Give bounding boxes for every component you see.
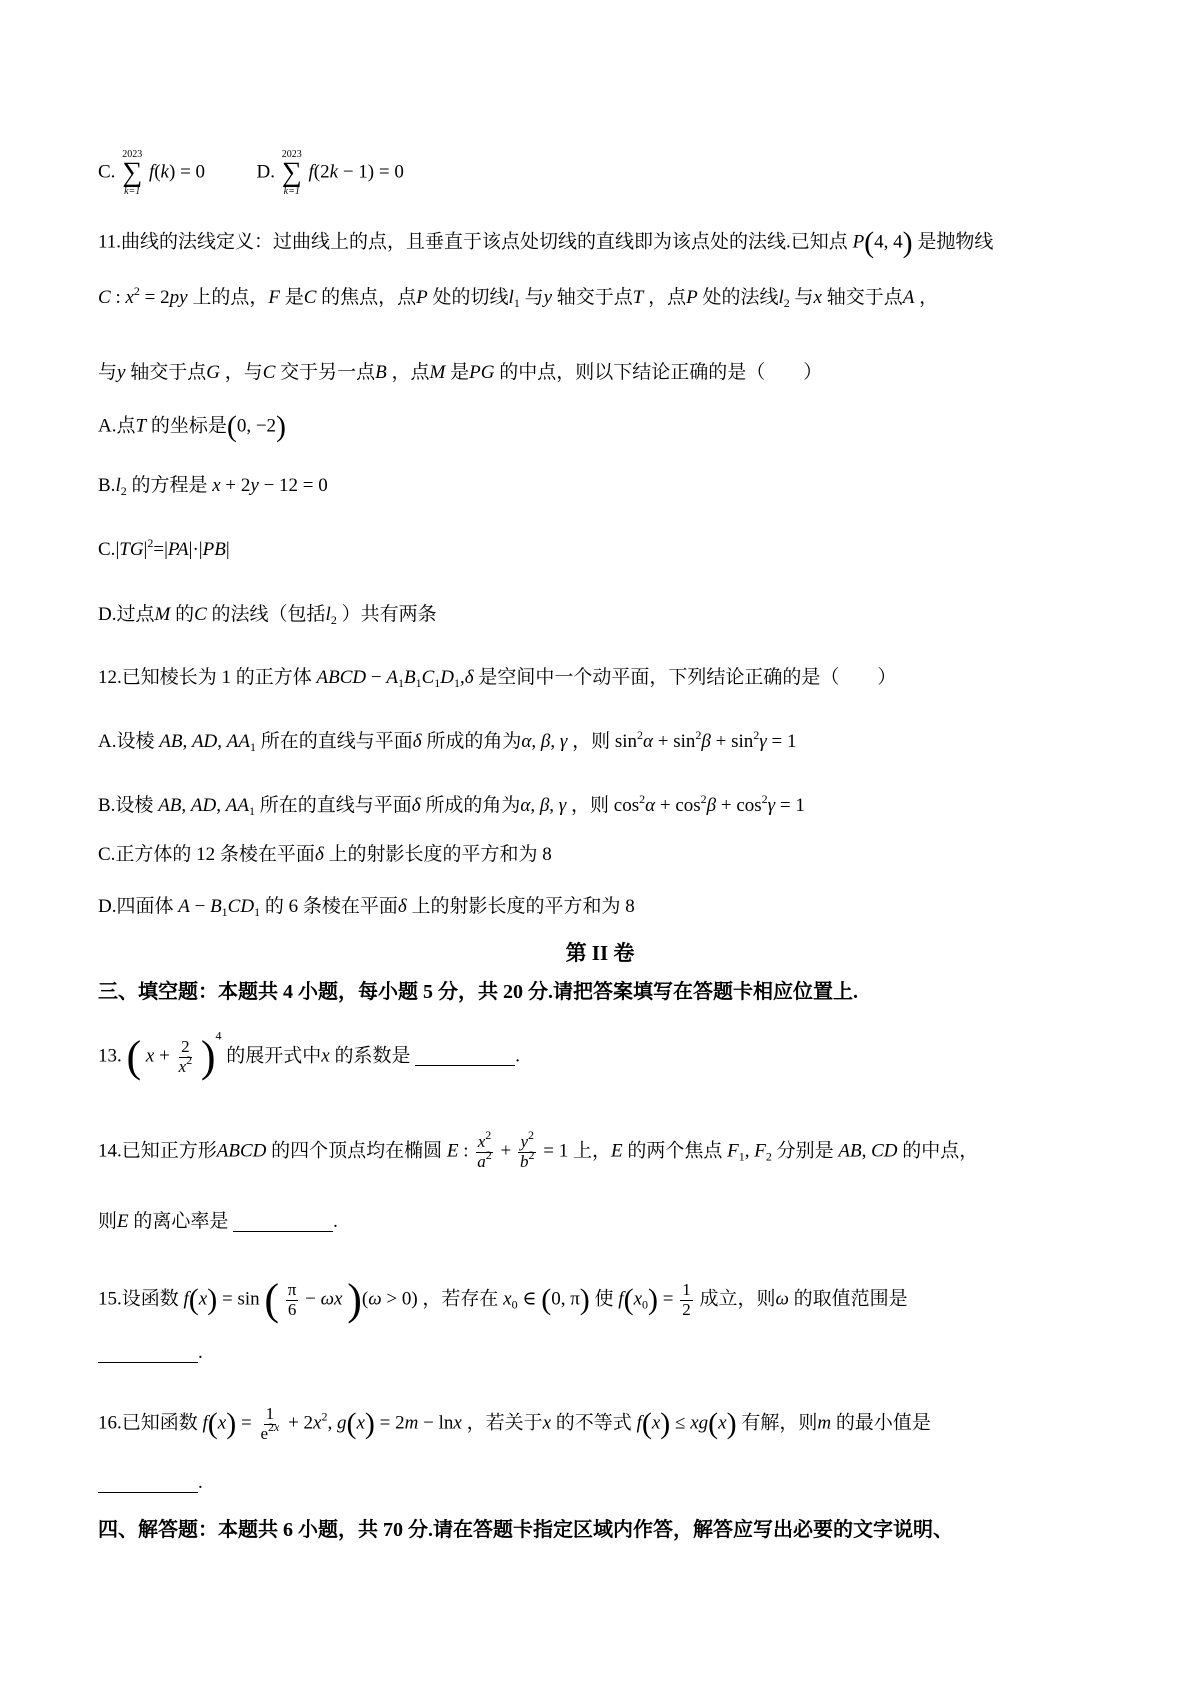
q16-line-1: 16.已知函数 f(x) = $\frac{1}{e^{2x}}$ + $2x^2$, g(x) = 2m − lnx ，若关于x 的不等式 f(x) ≤ xg(x) 有解，则m 的最小值是	[98, 1404, 931, 1443]
q11-line-3: 与y 轴交于点G ，与C 交于另一点B ，点M 是PG 的中点，则以下结论正确的是（ ）	[98, 362, 823, 383]
answer-blank[interactable]	[98, 1343, 198, 1363]
q10-option-c-label: C.	[98, 161, 116, 183]
answer-blank[interactable]	[415, 1046, 515, 1066]
section-3-heading: 三、填空题：本题共 4 小题，每小题 5 分，共 20 分.请把答案填写在答题卡相应位置上.	[98, 981, 858, 1003]
q11-line-2: C : $x^2 = 2py$ 上的点，F 是C 的焦点，点P 处的切线$l_1$ 与y 轴交于点T ，点P 处的法线$l_2$ 与x 轴交于点A ，	[98, 284, 939, 310]
q13: 13. ( x + $\frac{2}{x^2}$ )$^4$ 的展开式中x 的系数是 .	[98, 1028, 520, 1081]
q11-option-b: $B.l_2$ 的方程是 x + 2y − 12 = 0	[98, 475, 328, 498]
q12-option-a: A.设棱 AB, AD, $AA_1$ 所在的直线与平面δ 所成的角为α, β, γ ，则 $\sin^2\alpha + \sin^2\beta + \sin^2\gamma = 1$	[98, 728, 797, 754]
answer-blank[interactable]	[233, 1212, 333, 1232]
q10-options: C. 2023 ∑ k=1 f(k) = 0 D. 2023 ∑ k=1 f(2k − 1) = 0	[98, 149, 404, 197]
q14-line-1: 14.已知正方形ABCD 的四个顶点均在椭圆 E : $\frac{x^2}{a^2}$ + $\frac{y^2}{b^2}$ = 1 上，E 的两个焦点 $F_1$, $F_2$ 分别是 AB, CD 的中点，	[98, 1128, 979, 1171]
q11-option-d: D.过点M 的C 的法线（包括$l_2$ ）共有两条	[98, 604, 437, 627]
q12-option-d: D.四面体 $A - B_1CD_1$ 的 6 条棱在平面δ 上的射影长度的平方和为 8	[98, 896, 635, 919]
q12-option-c: C.正方体的 12 条棱在平面δ 上的射影长度的平方和为 8	[98, 844, 552, 865]
q14-line-2: 则E 的离心率是 .	[98, 1211, 338, 1232]
summation-symbol: 2023 ∑ k=1	[122, 149, 143, 197]
q11-option-c: $C.|TG|^2=|PA|\cdot|PB|$	[98, 536, 230, 560]
q15-line-2: .	[98, 1343, 203, 1363]
q15-line-1: 15.设函数 f(x) = sin ( $\frac{\pi}{6}$ − ωx )(ω > 0) ，若存在 $x_0$ ∈ (0, π) 使 $f(x_0)$ = $\frac{1}{2}$ 成立，则ω 的取值范围是	[98, 1275, 908, 1324]
q11-line-1: 11.曲线的法线定义：过曲线上的点，且垂直于该点处切线的直线即为该点处的法线.已知点 P(4, 4) 是抛物线	[98, 226, 994, 259]
q16-line-2: .	[98, 1473, 203, 1493]
q12-line-1: 12.已知棱长为 1 的正方体 ABCD − $A_1B_1C_1D_1,\delta$ 是空间中一个动平面，下列结论正确的是（ ）	[98, 667, 897, 690]
section-2-title: 第 II 卷	[565, 941, 635, 965]
q10-option-d-label: D.	[256, 161, 276, 183]
summation-symbol: 2023 ∑ k=1	[281, 149, 302, 197]
q11-option-a: A.点T 的坐标是(0, −2)	[98, 410, 287, 443]
section-4-heading: 四、解答题：本题共 6 小题，共 70 分.请在答题卡指定区域内作答，解答应写出必要的文字说明、	[98, 1519, 953, 1541]
q12-option-b: B.设棱 AB, AD, $AA_1$ 所在的直线与平面δ 所成的角为α, β, γ ，则 $\cos^2\alpha + \cos^2\beta + \cos^2\gamma = 1$	[98, 792, 805, 818]
answer-blank[interactable]	[98, 1473, 198, 1493]
